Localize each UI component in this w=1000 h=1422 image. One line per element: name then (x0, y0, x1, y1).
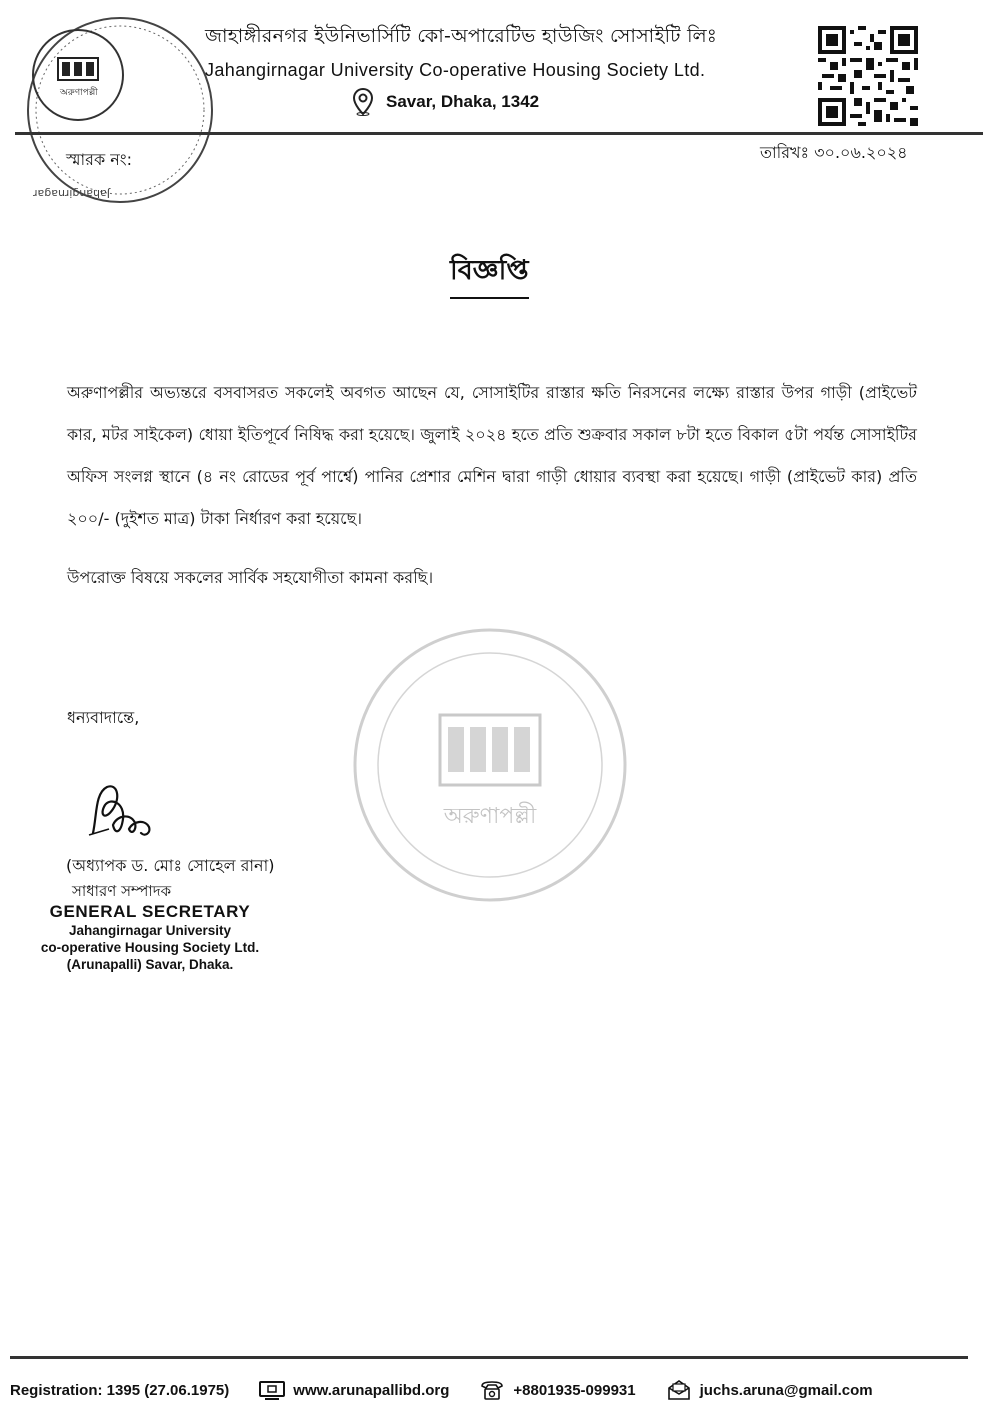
notice-body: অরুণাপল্লীর অভ্যন্তরে বসবাসরত সকলেই অবগত আছেন যে, সোসাইটির রাস্তার ক্ষতি নিরসনের লক্ষ্যে রাস্তার উপর গাড়ী (প্রাইভেট কার, মটর সাইকেল) ধোয়া ইতিপূর্বে নিষিদ্ধ করা হয়েছে। জুলাই ২০২৪ হতে প্রতি শুক্রবার সকাল ৮টা হতে বিকাল ৫টা পর্যন্ত সোসাইটির অফিস সংলগ্ন স্থানে (৪ নং রোডের পূর্ব পার্শ্বে) পানির প্রেশার মেশিন দ্বারা গাড়ী ধোয়ার ব্যবস্থা করা হয়েছে। গাড়ী (প্রাইভেট কার) প্রতি ২০০/- (দুইশত মাত্র) টাকা নির্ধারণ করা হয়েছে। (67, 383, 917, 528)
location-pin-icon (352, 88, 374, 116)
official-stamp (345, 615, 635, 920)
memo-number-label: স্মারক নং: (66, 150, 133, 169)
signatory-line-2: co-operative Housing Society Ltd. (40, 940, 260, 955)
signatory-stamp-block (20, 902, 280, 973)
qr-code (818, 26, 918, 126)
notice-closing: উপরোক্ত বিষয়ে সকলের সার্বিক সহযোগীতা কামনা করছি। (67, 568, 434, 587)
email-item[interactable] (666, 1380, 873, 1400)
website-icon (259, 1380, 285, 1400)
website-item[interactable] (259, 1380, 449, 1400)
address-line (352, 88, 539, 116)
handwritten-signature (85, 775, 165, 845)
signatory-title-en: GENERAL SECRETARY (49, 902, 251, 921)
org-name-bn: জাহাঙ্গীরনগর ইউনিভার্সিটি কো-অপারেটিভ হাউজিং সোসাইটি লিঃ (205, 25, 718, 47)
signatory-name: (অধ্যাপক ড. মোঃ সোহেল রানা) (66, 856, 275, 875)
phone-icon (479, 1380, 505, 1400)
email-address[interactable]: juchs.aruna@gmail.com (699, 1381, 873, 1399)
footer (10, 1380, 990, 1400)
phone-number[interactable]: +8801935-099931 (513, 1381, 636, 1399)
date-label: তারিখঃ ৩০.০৬.২০২৪ (760, 143, 908, 162)
org-name-en: Jahangirnagar University Co-operative Housing Society Ltd. (205, 60, 706, 80)
email-icon (666, 1380, 692, 1400)
notice-title: বিজ্ঞপ্তি (450, 250, 529, 299)
svg-text:অরুণাপল্লী: অরুণাপল্লী (60, 88, 98, 98)
signatory-line-1: Jahangirnagar University (68, 923, 232, 938)
phone-item[interactable] (479, 1380, 635, 1400)
header-divider (15, 132, 983, 135)
signatory-title-bn: সাধারণ সম্পাদক (72, 882, 172, 900)
regards-line: ধন্যবাদান্তে, (67, 708, 140, 727)
logo-seal (20, 10, 225, 220)
svg-text:Jahangirnagar: Jahangirnagar (33, 187, 110, 200)
registration-text: Registration: 1395 (27.06.1975) (10, 1381, 230, 1399)
address-text: Savar, Dhaka, 1342 (386, 92, 540, 111)
footer-divider (10, 1356, 968, 1359)
stamp-text: অরুণাপল্লী (443, 804, 537, 829)
signatory-line-3: (Arunapalli) Savar, Dhaka. (66, 957, 234, 972)
website-link[interactable]: www.arunapallibd.org (293, 1381, 450, 1399)
